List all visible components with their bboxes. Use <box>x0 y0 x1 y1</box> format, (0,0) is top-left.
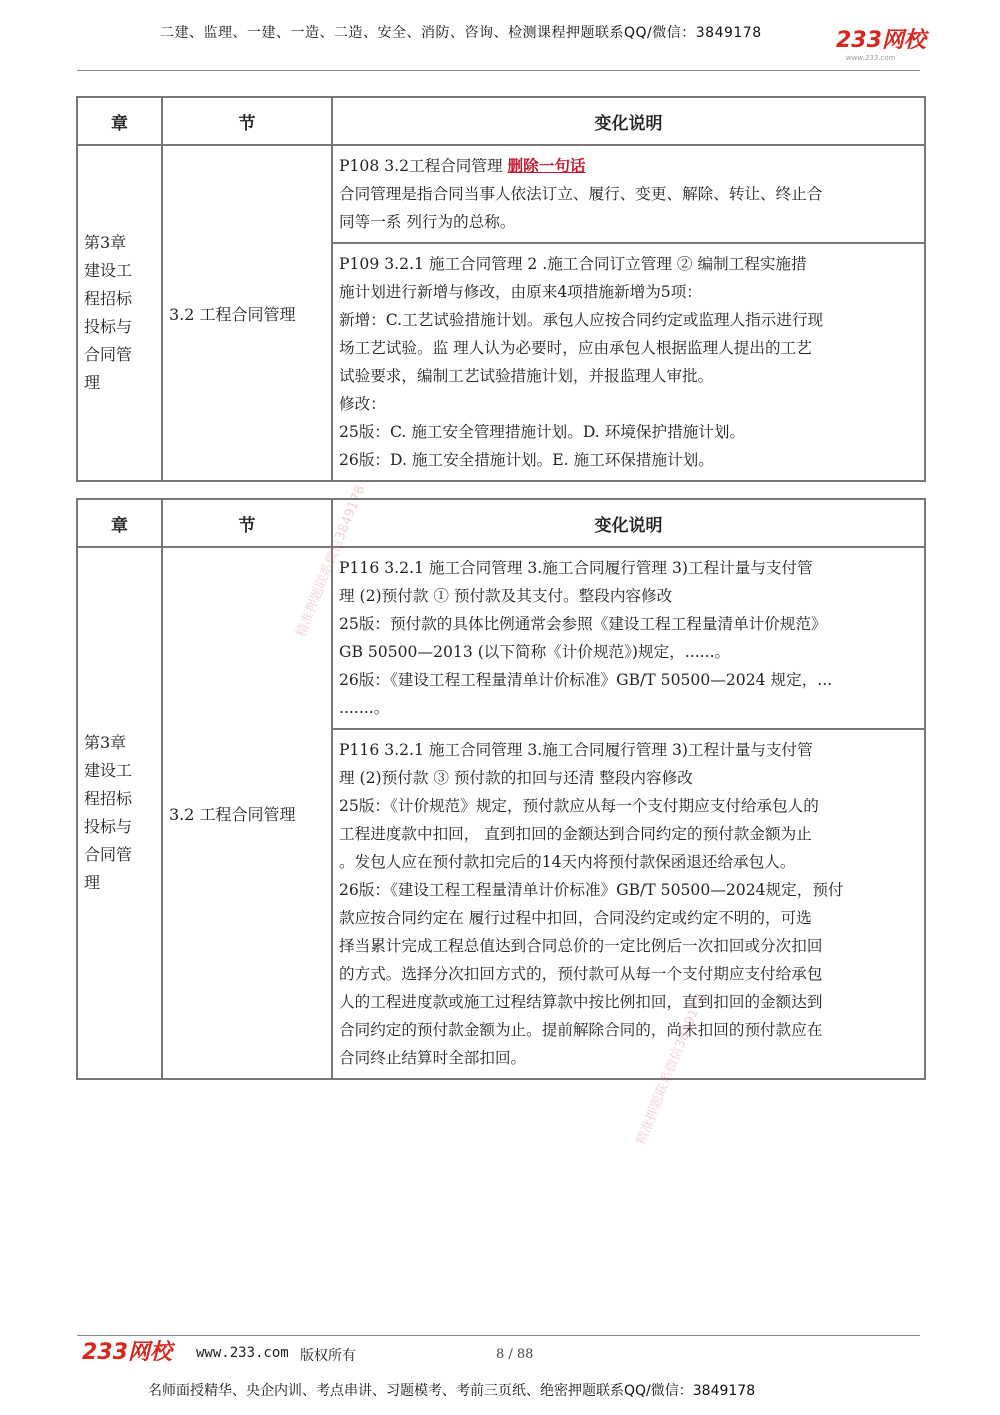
chapter-line: 第3章 <box>84 233 127 252</box>
description-line <box>339 152 918 180</box>
chapter-line: 第3章 <box>84 733 127 752</box>
description-line: 26版：《建设工程工程量清单计价标准》GB/T 50500—2024规定，预付 <box>339 881 844 899</box>
brand-logo-url: www.233.com <box>846 54 896 62</box>
description-line: 同等一系 列行为的总称。 <box>339 213 516 231</box>
column-header-section: 节 <box>162 97 332 145</box>
page-number: 8 / 88 <box>496 1347 534 1362</box>
column-header-chapter: 章 <box>77 97 162 145</box>
section-cell: 3.2 工程合同管理 <box>162 145 332 481</box>
chapter-cell <box>77 547 162 1079</box>
header-contact-text: 二建、监理、一建、一造、二造、安全、消防、咨询、检测课程押题联系QQ/微信：3849178 <box>160 25 762 41</box>
table-row <box>77 547 925 729</box>
chapter-line: 合同管 <box>84 345 133 364</box>
column-header-description: 变化说明 <box>332 97 925 145</box>
description-line: 择当累计完成工程总值达到合同总价的一定比例后一次扣回或分次扣回 <box>339 937 823 955</box>
chapter-line: 程招标 <box>84 289 133 308</box>
description-line: 工程进度款中扣回， 直到扣回的金额达到合同约定的预付款金额为止 <box>339 825 812 843</box>
description-line: 理 (2)预付款 ③ 预付款的扣回与还清 整段内容修改 <box>339 769 693 787</box>
description-line: P116 3.2.1 施工合同管理 3.施工合同履行管理 3)工程计量与支付管 <box>339 741 813 759</box>
chapter-line: 合同管 <box>84 845 133 864</box>
chapter-line: 投标与 <box>84 317 133 336</box>
chapter-line: 建设工 <box>84 761 133 780</box>
footer-copyright: 版权所有 <box>300 1348 356 1364</box>
description-line: 合同管理是指合同当事人依法订立、履行、变更、解除、转让、终止合 <box>339 185 823 203</box>
description-line: 施计划进行新增与修改，由原来4项措施新增为5项： <box>339 283 702 301</box>
column-header-description: 变化说明 <box>332 499 925 547</box>
description-line: 26版：《建设工程工程量清单计价标准》GB/T 50500—2024 规定，... <box>339 671 833 689</box>
description-line: 25版：《计价规范》规定，预付款应从每一个支付期应支付给承包人的 <box>339 797 819 815</box>
description-line: 25版：C. 施工安全管理措施计划。D. 环境保护措施计划。 <box>339 423 746 441</box>
description-line: 新增：C.工艺试验措施计划。承包人应按合同约定或监理人指示进行现 <box>339 311 824 329</box>
description-cell <box>332 547 925 729</box>
description-line: 25版：预付款的具体比例通常会参照《建设工程工程量清单计价规范》 <box>339 615 827 633</box>
watermark-text: 精准押题联系微信3849178 <box>633 991 709 1148</box>
table-row <box>77 145 925 243</box>
chapter-cell <box>77 145 162 481</box>
description-line: 的方式。选择分次扣回方式的，预付款可从每一个支付期应支付给承包 <box>339 965 823 983</box>
footer-brand-logo: 233网校 <box>82 1340 172 1365</box>
footer-site-url: www.233.com <box>196 1345 289 1361</box>
watermark-text: 精准押题联系微信3849178 <box>293 483 369 640</box>
change-table-2 <box>76 498 926 1080</box>
header-divider <box>77 70 920 71</box>
change-table-1 <box>76 96 926 482</box>
table-header-row <box>77 97 925 145</box>
chapter-line: 理 <box>84 873 101 892</box>
section-cell: 3.2 工程合同管理 <box>162 547 332 1079</box>
description-line: P116 3.2.1 施工合同管理 3.施工合同履行管理 3)工程计量与支付管 <box>339 559 813 577</box>
description-line: GB 50500—2013 (以下简称《计价规范》)规定，......。 <box>339 643 731 661</box>
chapter-line: 程招标 <box>84 789 133 808</box>
column-header-section: 节 <box>162 499 332 547</box>
table-header-row <box>77 499 925 547</box>
description-line: 款应按合同约定在 履行过程中扣回，合同没约定或约定不明的，可选 <box>339 909 812 927</box>
description-cell <box>332 729 925 1079</box>
chapter-line: 建设工 <box>84 261 133 280</box>
description-line: 。发包人应在预付款扣完后的14天内将预付款保函退还给承包人。 <box>339 853 796 871</box>
description-line: P109 3.2.1 施工合同管理 2 .施工合同订立管理 ② 编制工程实施措 <box>339 255 807 273</box>
change-highlight: 删除一句话 <box>507 156 586 175</box>
brand-logo: 233网校 <box>836 28 926 53</box>
description-line: 26版：D. 施工安全措施计划。E. 施工环保措施计划。 <box>339 451 714 469</box>
column-header-chapter: 章 <box>77 499 162 547</box>
description-line: 合同约定的预付款金额为止。提前解除合同的，尚未扣回的预付款应在 <box>339 1021 823 1039</box>
description-line: 试验要求，编制工艺试验措施计划，并报监理人审批。 <box>339 367 714 385</box>
footer-divider <box>77 1335 920 1336</box>
description-line: 场工艺试验。监 理人认为必要时，应由承包人根据监理人提出的工艺 <box>339 339 812 357</box>
description-cell <box>332 243 925 481</box>
description-lead: P108 3.2工程合同管理 <box>339 157 508 175</box>
chapter-line: 投标与 <box>84 817 133 836</box>
chapter-line: 理 <box>84 373 101 392</box>
description-line: 合同终止结算时全部扣回。 <box>339 1049 527 1067</box>
footer-contact-text: 名师面授精华、央企内训、考点串讲、习题模考、考前三页纸、绝密押题联系QQ/微信：3849178 <box>148 1383 756 1399</box>
description-line: 人的工程进度款或施工过程结算款中按比例扣回，直到扣回的金额达到 <box>339 993 823 1011</box>
description-cell <box>332 145 925 243</box>
description-line: 修改： <box>339 395 386 413</box>
description-line: 理 (2)预付款 ① 预付款及其支付。整段内容修改 <box>339 587 673 605</box>
description-line: .......。 <box>339 699 390 717</box>
